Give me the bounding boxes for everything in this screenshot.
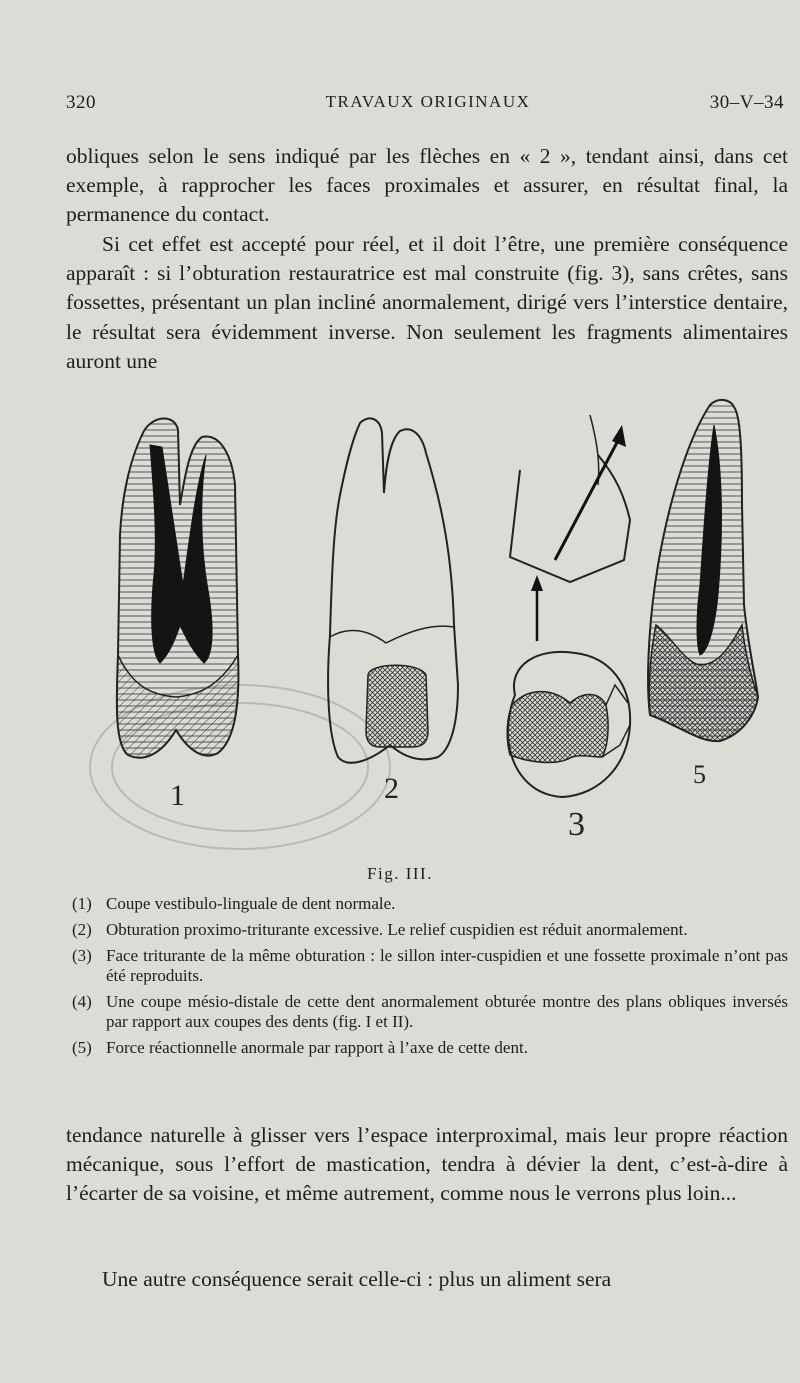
caption-item	[72, 920, 788, 940]
figure-captions	[72, 894, 788, 1064]
paragraph-tendency: tendance naturelle à glisser vers l’espace interproximal, mais leur propre réaction mécanique, sous l’effort de mastication, tendra à dévier la dent, c’est-à-dire à l’écarter de sa voisine, et même autrement, comme nous le verrons plus loin...	[66, 1123, 788, 1206]
page-number: 320	[66, 92, 96, 113]
paragraph-next-consequence: Une autre conséquence serait celle-ci : plus un aliment sera	[102, 1267, 612, 1291]
caption-item	[72, 1038, 788, 1058]
caption-text: Une coupe mésio-distale de cette dent anormalement obturée montre des plans obliques inversés par rapport aux coupes des dents (fig. I et II).	[106, 992, 788, 1031]
tooth-5-drawing	[648, 400, 758, 789]
tooth-3-drawing	[507, 415, 630, 843]
running-title: TRAVAUX ORIGINAUX	[325, 92, 531, 111]
paragraph-consequence: Si cet effet est accepté pour réel, et il doit l’être, une première conséquence apparaît : si l’obturation restauratrice est mal construite (fig. 3), sans crêtes, sans fossettes, présentant un plan incliné anormalement, dirigé vers l’interstice dentaire, le résultat sera évidemment inverse. Non seulement les fragments alimentaires auront une	[66, 232, 788, 373]
label-5: 5	[693, 760, 706, 789]
figure-title: Fig. III.	[367, 864, 433, 883]
tooth-2-drawing	[328, 418, 458, 805]
caption-text: Obturation proximo-triturante excessive. Le relief cuspidien est réduit anormalement.	[106, 920, 688, 939]
caption-item	[72, 992, 788, 1032]
caption-item	[72, 946, 788, 986]
caption-number: (3)	[72, 946, 92, 965]
caption-number: (1)	[72, 894, 92, 913]
caption-item	[72, 894, 788, 914]
paragraph-continued: obliques selon le sens indiqué par les flèches en « 2 », tendant ainsi, dans cet exemple, à rapprocher les faces proximales et assurer, en résultat final, la permanence du contact.	[66, 144, 788, 227]
tooth-figure	[50, 385, 790, 855]
caption-number: (4)	[72, 992, 92, 1011]
caption-number: (2)	[72, 920, 92, 939]
label-3: 3	[568, 806, 585, 843]
caption-number: (5)	[72, 1038, 92, 1057]
label-2: 2	[384, 772, 399, 805]
label-1: 1	[170, 779, 185, 812]
caption-text: Force réactionnelle anormale par rapport à l’axe de cette dent.	[106, 1038, 528, 1057]
issue-date: 30–V–34	[709, 92, 784, 113]
caption-text: Coupe vestibulo-linguale de dent normale.	[106, 894, 396, 913]
tooth-1-drawing	[117, 419, 239, 812]
caption-text: Face triturante de la même obturation : le sillon inter-cuspidien et une fossette proximale n’ont pas été reproduits.	[106, 946, 788, 985]
running-header	[66, 92, 790, 120]
